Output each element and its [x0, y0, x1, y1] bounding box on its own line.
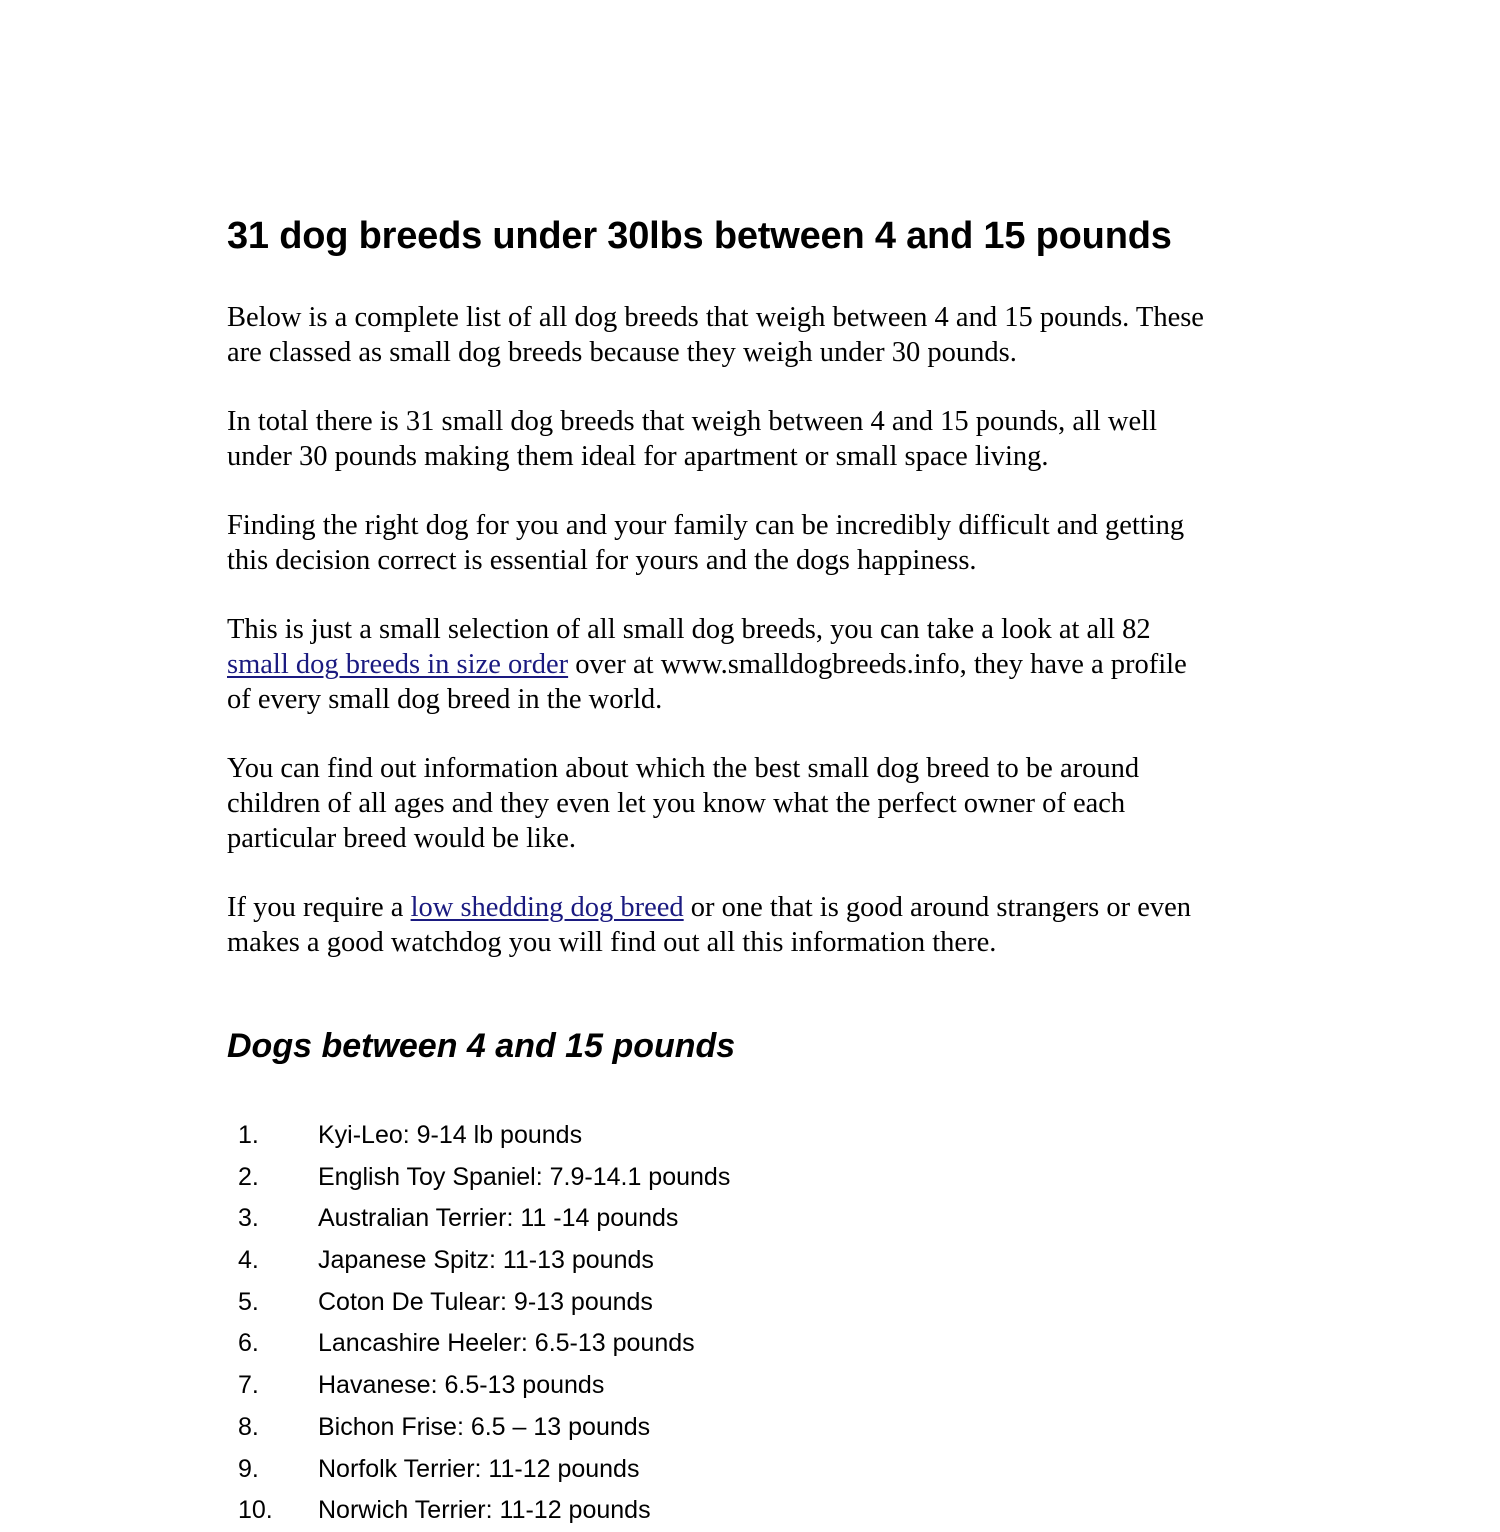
paragraph-line: of every small dog breed in the world. — [227, 683, 663, 715]
list-text: Japanese Spitz: 11-13 pounds — [318, 1246, 654, 1275]
list-text: Havanese: 6.5-13 pounds — [318, 1371, 605, 1400]
list-number: 6. — [238, 1329, 259, 1358]
paragraph-line: children of all ages and they even let you know what the perfect owner of each — [227, 787, 1126, 819]
paragraph-line: makes a good watchdog you will find out all this information there. — [227, 926, 997, 958]
paragraph-text: over at www.smalldogbreeds.info, they have a profile — [568, 648, 1187, 680]
list-number: 9. — [238, 1454, 259, 1483]
paragraph-intro — [227, 301, 1277, 371]
list-text: Norfolk Terrier: 11-12 pounds — [318, 1454, 640, 1483]
paragraph-text: If you require a — [227, 892, 411, 923]
section-heading: Dogs between 4 and 15 pounds — [227, 1027, 736, 1065]
list-number: 3. — [238, 1204, 259, 1233]
paragraph-line: are classed as small dog breeds because they weigh under 30 pounds. — [227, 336, 1017, 368]
list-text: Australian Terrier: 11 -14 pounds — [318, 1204, 679, 1233]
list-number: 7. — [238, 1371, 259, 1400]
paragraph-line: Below is a complete list of all dog breeds that weigh between 4 and 15 pounds. These — [227, 302, 1204, 333]
paragraph-line — [227, 648, 1277, 683]
list-text: Coton De Tulear: 9-13 pounds — [318, 1287, 653, 1316]
link-low-shedding-dog-breed[interactable]: low shedding dog breed — [410, 892, 684, 923]
list-number: 5. — [238, 1287, 259, 1316]
list-text: Lancashire Heeler: 6.5-13 pounds — [318, 1329, 695, 1358]
paragraph-line — [227, 891, 1277, 926]
list-text: Kyi-Leo: 9-14 lb pounds — [318, 1121, 583, 1149]
list-number: 4. — [238, 1246, 259, 1275]
paragraph-finding — [227, 509, 1277, 579]
list-text: English Toy Spaniel: 7.9-14.1 pounds — [318, 1162, 731, 1191]
paragraph-line: This is just a small selection of all small dog breeds, you can take a look at all 82 — [227, 614, 1151, 645]
list-number: 1. — [238, 1121, 259, 1149]
paragraph-line: You can find out information about which the best small dog breed to be around — [227, 753, 1140, 784]
paragraph-shedding — [227, 891, 1277, 961]
link-small-dog-breeds-in-size-order[interactable]: small dog breeds in size order — [227, 648, 569, 680]
list-number: 8. — [238, 1412, 259, 1441]
list-text: Bichon Frise: 6.5 – 13 pounds — [318, 1412, 651, 1441]
paragraph-line: under 30 pounds making them ideal for apartment or small space living. — [227, 440, 1049, 472]
paragraph-line: In total there is 31 small dog breeds that weigh between 4 and 15 pounds, all well — [227, 406, 1157, 437]
paragraph-selection — [227, 613, 1277, 717]
list-text: Norwich Terrier: 11-12 pounds — [318, 1496, 651, 1525]
page-title: 31 dog breeds under 30lbs between 4 and 15 pounds — [227, 215, 1172, 257]
paragraph-line: Finding the right dog for you and your family can be incredibly difficult and getting — [227, 510, 1185, 541]
paragraph-line: particular breed would be like. — [227, 822, 576, 854]
paragraph-total — [227, 405, 1277, 475]
list-number: 10. — [238, 1496, 273, 1525]
paragraph-info — [227, 752, 1277, 856]
list-number: 2. — [238, 1162, 259, 1191]
paragraph-text: or one that is good around strangers or even — [683, 892, 1191, 923]
paragraph-line: this decision correct is essential for yours and the dogs happiness. — [227, 544, 977, 576]
